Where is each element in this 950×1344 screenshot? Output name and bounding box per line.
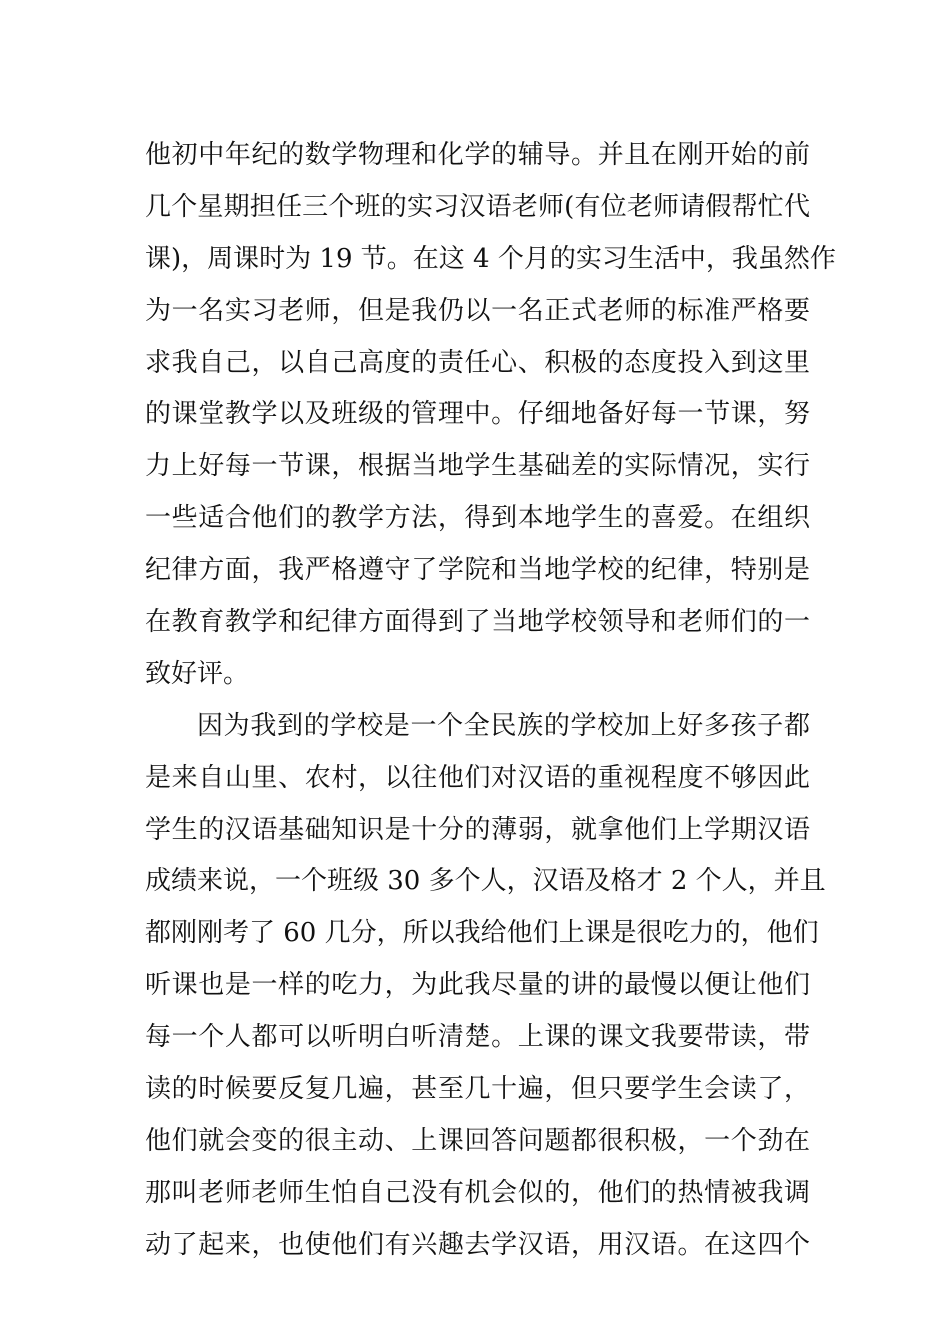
text-line: 都刚刚考了 60 几分，所以我给他们上课是很吃力的，他们 [145,918,819,949]
text-line: 那叫老师老师生怕自己没有机会似的，他们的热情被我调 [145,1177,810,1208]
text-line: 听课也是一样的吃力，为此我尽量的讲的最慢以便让他们 [145,970,810,1001]
text-line: 是来自山里、农村，以往他们对汉语的重视程度不够因此 [145,762,810,793]
text-line: 几个星期担任三个班的实习汉语老师(有位老师请假帮忙代 [145,191,810,222]
text-line: 求我自己，以自己高度的责任心、积极的态度投入到这里 [145,347,810,378]
text-line: 为一名实习老师，但是我仍以一名正式老师的标准严格要 [145,295,810,326]
text-line: 一些适合他们的教学方法，得到本地学生的喜爱。在组织 [145,503,810,534]
text-line: 他们就会变的很主动、上课回答问题都很积极，一个劲在 [145,1125,810,1156]
paragraph-2 [145,701,826,1272]
text-line: 致好评。 [145,658,250,689]
text-line: 课)，周课时为 19 节。在这 4 个月的实习生活中，我虽然作 [145,243,836,274]
text-line: 的课堂教学以及班级的管理中。仔细地备好每一节课，努 [145,399,810,430]
text-line: 在教育教学和纪律方面得到了当地学校领导和老师们的一 [145,607,810,638]
text-line: 因为我到的学校是一个全民族的学校加上好多孩子都 [197,710,810,741]
text-line: 成绩来说，一个班级 30 多个人，汉语及格才 2 个人，并且 [145,866,826,897]
text-line: 纪律方面，我严格遵守了学院和当地学校的纪律，特别是 [145,555,810,586]
text-line: 动了起来，也使他们有兴趣去学汉语，用汉语。在这四个 [145,1229,810,1260]
text-line: 学生的汉语基础知识是十分的薄弱，就拿他们上学期汉语 [145,814,810,845]
text-line: 每一个人都可以听明白听清楚。上课的课文我要带读，带 [145,1022,810,1053]
text-line: 读的时候要反复几遍，甚至几十遍，但只要学生会读了， [145,1074,810,1105]
text-line: 他初中年纪的数学物理和化学的辅导。并且在刚开始的前 [145,140,810,170]
text-line: 力上好每一节课，根据当地学生基础差的实际情况，实行 [145,451,810,482]
paragraph-1 [145,130,836,701]
document-body [145,130,836,1272]
